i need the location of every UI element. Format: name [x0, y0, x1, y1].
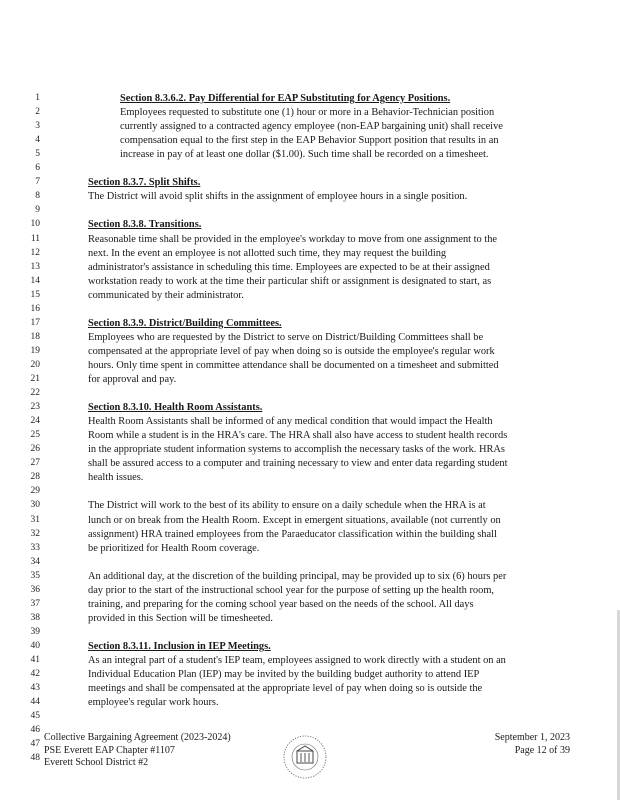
text-line-content: training, and preparing for the coming school year based on the needs of the school. All days — [88, 598, 474, 610]
footer-page-number: Page 12 of 39 — [514, 744, 570, 756]
line-number: 33 — [30, 542, 40, 553]
text-line-content: workstation ready to work at the time their particular shift or assignment is designated to start, as — [88, 275, 492, 287]
text-line-content: employee's regular work hours. — [88, 697, 219, 709]
line-number: 26 — [30, 444, 40, 455]
text-line-content: Individual Education Plan (IEP) may be invited by the building budget authority to attend IEP — [88, 669, 480, 681]
section-heading — [88, 317, 282, 330]
text-line — [88, 682, 482, 695]
text-line-content: health issues. — [88, 472, 144, 484]
text-line-content: compensation equal to the first step in the EAP Behavior Support position that results in an — [120, 135, 499, 147]
line-number: 5 — [35, 149, 40, 160]
text-line — [120, 134, 499, 147]
line-number: 22 — [30, 388, 40, 399]
section-heading-text: Section 8.3.7. Split Shifts. — [88, 177, 201, 189]
line-number: 34 — [30, 556, 40, 567]
text-line — [88, 471, 143, 484]
line-number: 46 — [30, 725, 40, 736]
text-line — [88, 598, 474, 611]
text-line-content: Room while a student is in the HRA's care. The HRA shall also have access to student health records — [88, 430, 508, 442]
section-heading-text: Section 8.3.10. Health Room Assistants. — [88, 402, 263, 414]
text-line-content: As an integral part of a student's IEP team, employees assigned to work directly with a student on an — [88, 655, 506, 666]
line-number: 36 — [30, 584, 40, 595]
line-number: 48 — [30, 753, 40, 764]
line-number: 12 — [30, 247, 40, 258]
text-line — [88, 331, 483, 344]
text-line — [88, 612, 273, 625]
line-number: 41 — [30, 655, 40, 665]
text-line — [88, 345, 495, 358]
section-heading-text: Section 8.3.9. District/Building Committees. — [88, 317, 282, 329]
line-number: 37 — [30, 598, 40, 609]
text-line-content: Employees requested to substitute one (1) hour or more in a Behavior-Technician position — [120, 107, 495, 119]
text-line-content: provided in this Section will be timesheeted. — [88, 612, 273, 624]
line-number: 27 — [30, 458, 40, 469]
text-line-content: currently assigned to a contracted agency employee (non-EAP bargaining unit) shall receive — [120, 121, 503, 133]
text-line-content: assignment) HRA trained employees from the Paraeducator classification within the building shall — [88, 528, 497, 540]
text-line — [88, 190, 467, 203]
text-line-content: increase in pay of at least one dollar ($1.00). Such time shall be recorded on a timesheet. — [120, 149, 489, 161]
section-heading — [88, 218, 201, 231]
footer-chapter: PSE Everett EAP Chapter #1107 — [44, 744, 175, 756]
line-number: 24 — [30, 416, 40, 427]
text-line — [88, 696, 219, 709]
union-seal-icon — [282, 734, 328, 780]
text-line-content: Employees who are requested by the District to serve on District/Building Committees shall be — [88, 331, 484, 343]
line-number: 43 — [30, 683, 40, 694]
line-number: 45 — [30, 711, 40, 722]
section-heading — [88, 401, 262, 414]
text-line — [88, 443, 505, 456]
line-number: 32 — [30, 528, 40, 539]
footer-left — [44, 732, 231, 770]
text-line-content: shall be assured access to a computer and training necessary to view and enter data regarding student — [88, 458, 508, 470]
line-number: 11 — [30, 233, 40, 244]
line-number: 15 — [30, 289, 40, 300]
text-line-content: be prioritized for Health Room coverage. — [88, 542, 260, 554]
line-number: 4 — [35, 135, 40, 146]
text-line-content: Reasonable time shall be provided in the employee's workday to move from one assignment to the — [88, 233, 498, 245]
line-number: 2 — [35, 107, 40, 118]
text-line-content: hours. Only time spent in committee attendance shall be documented on a timesheet and submitted — [88, 359, 499, 371]
line-number: 19 — [30, 345, 40, 356]
section-heading — [120, 92, 450, 105]
line-number: 31 — [30, 514, 40, 525]
text-line — [88, 261, 490, 274]
text-line-content: The District will avoid split shifts in the assignment of employee hours in a single position. — [88, 191, 468, 203]
line-number: 42 — [30, 669, 40, 680]
line-number: 10 — [30, 219, 40, 230]
text-line — [120, 120, 503, 133]
text-line — [88, 528, 497, 541]
line-number: 7 — [35, 177, 40, 188]
text-line — [88, 542, 259, 555]
line-number: 13 — [30, 261, 40, 272]
text-line — [88, 429, 507, 442]
line-number: 16 — [30, 303, 40, 314]
line-number: 25 — [30, 430, 40, 441]
text-line — [88, 570, 506, 583]
section-heading — [88, 640, 271, 653]
line-number: 23 — [30, 402, 40, 413]
text-line — [120, 148, 488, 161]
text-line-content: Health Room Assistants shall be informed of any medical condition that would impact the Health — [88, 416, 493, 428]
line-number: 17 — [30, 317, 40, 328]
text-line-content: day prior to the start of the instructional school year for the purpose of setting up the health room, — [88, 584, 494, 596]
text-line-content: lunch or on break from the Health Room. Except in emergent situations, available (not currently on — [88, 514, 501, 526]
section-heading-text: Section 8.3.6.2. Pay Differential for EAP Substituting for Agency Positions. — [120, 93, 451, 104]
text-line-content: in the appropriate student information systems to accomplish the necessary tasks of the work. HRAs — [88, 444, 505, 456]
text-line-content: administrator's assistance in scheduling this time. Employees are expected to be at their assigned — [88, 261, 490, 273]
line-number: 35 — [30, 570, 40, 581]
text-line — [88, 415, 493, 428]
line-number: 30 — [30, 500, 40, 511]
line-number: 38 — [30, 612, 40, 623]
line-number: 1 — [35, 93, 40, 103]
text-line — [88, 514, 501, 527]
line-number: 8 — [35, 191, 40, 202]
section-heading-text: Section 8.3.11. Inclusion in IEP Meetings. — [88, 640, 271, 652]
footer-district: Everett School District #2 — [44, 757, 149, 768]
text-line-content: communicated by their administrator. — [88, 289, 244, 301]
text-line — [88, 373, 176, 386]
footer-date: September 1, 2023 — [494, 732, 570, 743]
line-number: 21 — [30, 374, 40, 384]
line-number: 28 — [30, 472, 40, 483]
section-heading — [88, 176, 200, 189]
footer-agreement-title: Collective Bargaining Agreement (2023-2024) — [44, 732, 231, 743]
text-line-content: meetings and shall be compensated at the appropriate level of pay when doing so is outside the — [88, 683, 483, 695]
line-number: 44 — [30, 697, 40, 708]
line-number: 9 — [35, 205, 40, 216]
line-number: 3 — [35, 121, 40, 132]
text-line — [88, 584, 494, 597]
line-number: 29 — [30, 486, 40, 497]
line-number: 18 — [30, 331, 40, 342]
line-number: 20 — [30, 359, 40, 370]
line-number: 40 — [30, 640, 40, 651]
text-line — [88, 233, 497, 246]
text-line — [88, 247, 446, 260]
text-line — [88, 668, 479, 681]
text-line — [120, 106, 494, 119]
line-number: 14 — [30, 275, 40, 286]
text-line-content: for approval and pay. — [88, 374, 177, 385]
text-line-content: The District will work to the best of its ability to ensure on a daily schedule when the HRA is at — [88, 500, 486, 512]
text-line — [88, 359, 499, 372]
footer-right — [495, 732, 570, 757]
line-number: 6 — [35, 163, 40, 174]
text-line-content: compensated at the appropriate level of pay when doing so is outside the employee's regular work — [88, 345, 495, 357]
text-line-content: next. In the event an employee is not allotted such time, they may request the building — [88, 247, 447, 259]
text-line — [88, 289, 244, 302]
text-line-content: An additional day, at the discretion of the building principal, may be provided up to six (6) hours per — [88, 570, 507, 582]
text-line — [88, 457, 508, 470]
section-heading-text: Section 8.3.8. Transitions. — [88, 219, 202, 231]
line-number: 47 — [30, 739, 40, 750]
text-line — [88, 275, 491, 288]
text-line — [88, 654, 506, 667]
text-line — [88, 499, 486, 512]
line-number: 39 — [30, 626, 40, 637]
